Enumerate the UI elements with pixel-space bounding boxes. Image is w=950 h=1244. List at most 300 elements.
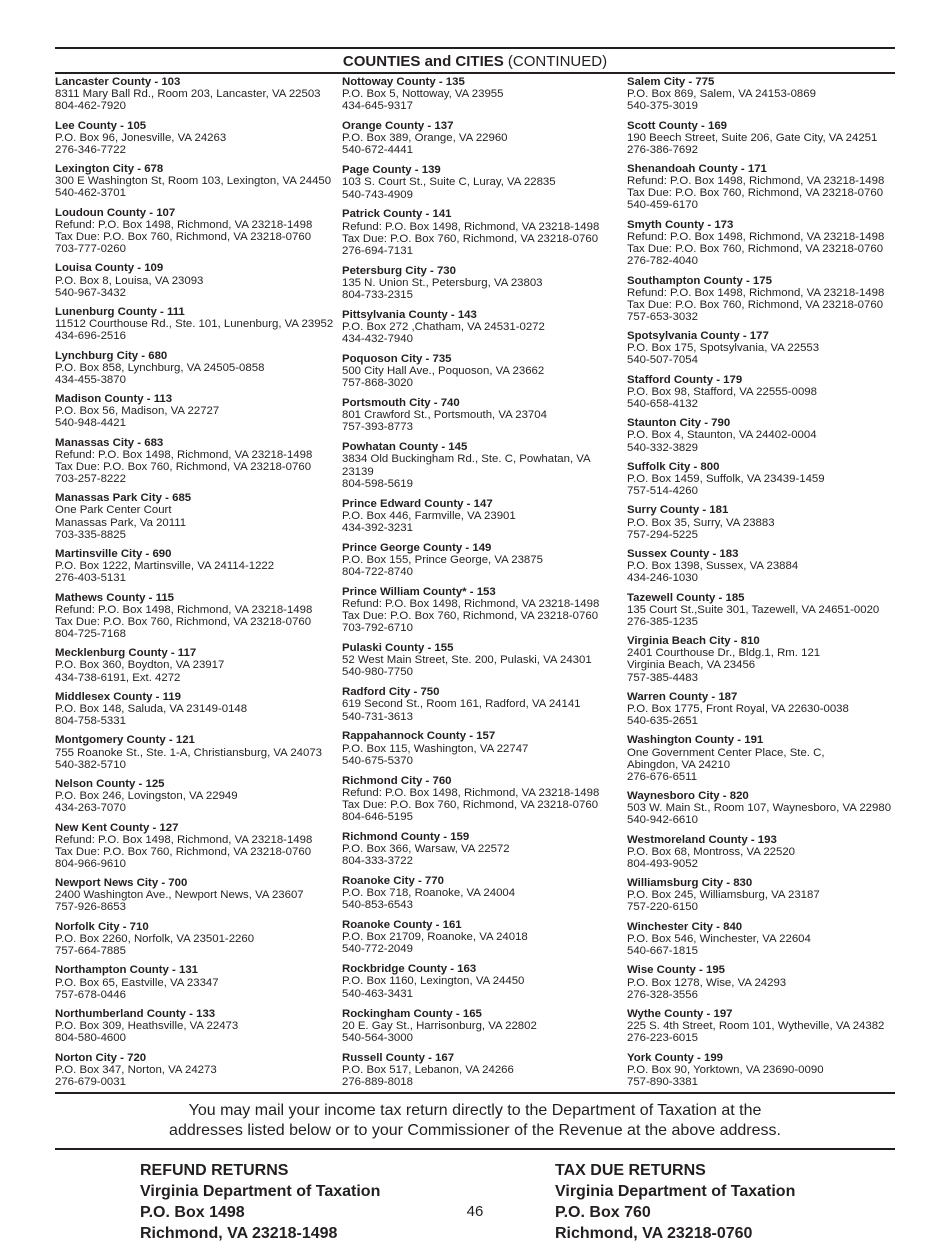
refund-box: P.O. Box 1498 <box>140 1204 245 1221</box>
locality-entry <box>55 120 337 156</box>
tax-due-returns-address <box>555 1160 795 1244</box>
address-line: Virginia Beach, VA 23456 <box>627 659 756 672</box>
page-number: 46 <box>466 1203 484 1220</box>
address-line: P.O. Box 98, Stafford, VA 22555-0098 <box>627 385 817 398</box>
address-line: P.O. Box 718, Roanoke, VA 24004 <box>342 887 516 900</box>
locality-entry <box>342 730 622 766</box>
locality-entry <box>627 275 897 323</box>
locality-entry <box>627 330 897 366</box>
locality-name: Patrick County - 141 <box>342 208 452 221</box>
locality-name: Richmond County - 159 <box>342 830 470 843</box>
locality-name: Radford City - 750 <box>342 686 440 699</box>
address-line: P.O. Box 1278, Wise, VA 24293 <box>627 976 787 989</box>
phone-number: 276-679-0031 <box>55 1075 126 1088</box>
locality-name: Salem City - 775 <box>627 76 715 88</box>
locality-name: Virginia Beach City - 810 <box>627 635 760 648</box>
locality-name: Roanoke City - 770 <box>342 875 444 888</box>
address-line: 52 West Main Street, Ste. 200, Pulaski, VA 24301 <box>342 654 592 667</box>
phone-number: 276-782-4040 <box>627 255 698 268</box>
address-line: Tax Due: P.O. Box 760, Richmond, VA 23218-0760 <box>342 610 599 623</box>
locality-entry <box>342 1052 622 1088</box>
phone-number: 540-658-4132 <box>627 397 698 410</box>
address-line: P.O. Box 366, Warsaw, VA 22572 <box>342 842 510 855</box>
locality-entry <box>627 417 897 453</box>
column-1 <box>55 76 337 1088</box>
address-line: Refund: P.O. Box 1498, Richmond, VA 23218-1498 <box>627 230 885 243</box>
locality-name: Montgomery County - 121 <box>55 734 195 747</box>
taxdue-heading: TAX DUE RETURNS <box>555 1162 706 1179</box>
locality-entry <box>342 831 622 867</box>
address-line: Tax Due: P.O. Box 760, Richmond, VA 23218-0760 <box>55 615 312 628</box>
address-line: P.O. Box 175, Spotsylvania, VA 22553 <box>627 342 820 355</box>
phone-number: 540-375-3019 <box>627 100 698 113</box>
locality-name: Suffolk City - 800 <box>627 460 720 473</box>
locality-name: Prince George County - 149 <box>342 541 492 554</box>
address-line: 135 Court St.,Suite 301, Tazewell, VA 24651-0020 <box>627 603 880 616</box>
refund-returns-address <box>140 1160 380 1244</box>
locality-name: Lee County - 105 <box>55 119 147 132</box>
address-line: 300 E Washington St, Room 103, Lexington, VA 24450 <box>55 175 332 188</box>
locality-name: Middlesex County - 119 <box>55 690 181 703</box>
locality-name: Rockingham County - 165 <box>342 1007 482 1020</box>
address-line: Tax Due: P.O. Box 760, Richmond, VA 23218-0760 <box>55 845 312 858</box>
phone-number: 757-653-3032 <box>627 310 698 323</box>
locality-entry <box>55 647 337 683</box>
phone-number: 757-926-8653 <box>55 901 126 914</box>
address-line: Refund: P.O. Box 1498, Richmond, VA 23218-1498 <box>55 218 313 231</box>
phone-number: 276-694-7131 <box>342 244 413 257</box>
address-line: P.O. Box 517, Lebanon, VA 24266 <box>342 1063 514 1076</box>
locality-entry <box>55 1052 337 1088</box>
phone-number: 276-346-7722 <box>55 143 126 156</box>
phone-number: 276-386-7692 <box>627 143 698 156</box>
page-title <box>0 53 950 71</box>
locality-name: Winchester City - 840 <box>627 920 743 933</box>
phone-number: 540-967-3432 <box>55 286 126 299</box>
phone-number: 804-966-9610 <box>55 857 126 870</box>
phone-number: 434-696-2516 <box>55 330 126 343</box>
address-line: 500 City Hall Ave., Poquoson, VA 23662 <box>342 365 545 378</box>
locality-entry <box>55 921 337 957</box>
locality-entry <box>55 163 337 199</box>
locality-entry <box>342 686 622 722</box>
phone-number: 434-738-6191, Ext. 4272 <box>55 671 181 684</box>
phone-number: 804-598-5619 <box>342 477 413 490</box>
address-line: One Park Center Court <box>55 504 172 517</box>
locality-entry <box>342 875 622 911</box>
locality-entry <box>342 441 622 489</box>
locality-entry <box>342 208 622 256</box>
locality-entry <box>55 350 337 386</box>
locality-name: Smyth County - 173 <box>627 218 734 231</box>
locality-entry <box>342 642 622 678</box>
phone-number: 804-333-3722 <box>342 855 413 868</box>
phone-number: 757-220-6150 <box>627 901 698 914</box>
locality-name: Nelson County - 125 <box>55 778 165 791</box>
locality-name: Norfolk City - 710 <box>55 920 149 933</box>
phone-number: 540-635-2651 <box>627 715 698 728</box>
locality-entry <box>627 163 897 211</box>
locality-entry <box>627 1052 897 1088</box>
locality-name: Washington County - 191 <box>627 734 764 747</box>
address-line: 755 Roanoke St., Ste. 1-A, Christiansburg, VA 24073 <box>55 746 322 759</box>
address-line: Tax Due: P.O. Box 760, Richmond, VA 23218-0760 <box>627 187 884 200</box>
address-line: 23139 <box>342 465 374 478</box>
taxdue-agency: Virginia Department of Taxation <box>555 1183 796 1200</box>
address-line: P.O. Box 1775, Front Royal, VA 22630-0038 <box>627 702 849 715</box>
header-rule <box>55 72 895 74</box>
locality-name: Prince Edward County - 147 <box>342 497 493 510</box>
address-line: P.O. Box 347, Norton, VA 24273 <box>55 1063 217 1076</box>
phone-number: 540-382-5710 <box>55 758 126 771</box>
address-line: P.O. Box 96, Jonesville, VA 24263 <box>55 131 227 144</box>
locality-entry <box>55 877 337 913</box>
locality-entry <box>55 548 337 584</box>
column-3 <box>627 76 897 1088</box>
phone-number: 276-223-6015 <box>627 1032 698 1045</box>
top-rule <box>55 47 895 49</box>
address-line: P.O. Box 546, Winchester, VA 22604 <box>627 932 811 945</box>
locality-entry <box>627 461 897 497</box>
locality-name: Louisa County - 109 <box>55 262 164 275</box>
locality-entry <box>627 877 897 913</box>
phone-number: 804-733-2315 <box>342 288 413 301</box>
locality-entry <box>55 437 337 485</box>
locality-name: Norton City - 720 <box>55 1051 147 1064</box>
locality-entry <box>55 262 337 298</box>
phone-number: 276-889-8018 <box>342 1075 413 1088</box>
locality-name: Prince William County* - 153 <box>342 585 496 598</box>
mailing-note <box>0 1101 950 1141</box>
phone-number: 703-335-8825 <box>55 528 126 541</box>
locality-entry <box>342 353 622 389</box>
address-line: P.O. Box 272 ,Chatham, VA 24531-0272 <box>342 320 545 333</box>
address-line: Tax Due: P.O. Box 760, Richmond, VA 23218-0760 <box>342 798 599 811</box>
locality-entry <box>342 397 622 433</box>
phone-number: 540-743-4909 <box>342 188 413 201</box>
locality-name: Spotsylvania County - 177 <box>627 330 769 343</box>
locality-entry <box>627 592 897 628</box>
address-line: P.O. Box 155, Prince George, VA 23875 <box>342 553 543 566</box>
phone-number: 804-646-5195 <box>342 810 413 823</box>
locality-entry <box>627 790 897 826</box>
phone-number: 757-890-3381 <box>627 1075 698 1088</box>
locality-entry <box>627 834 897 870</box>
address-line: Tax Due: P.O. Box 760, Richmond, VA 23218-0760 <box>627 243 884 256</box>
locality-name: Pulaski County - 155 <box>342 642 454 655</box>
locality-name: Waynesboro City - 820 <box>627 790 749 803</box>
phone-number: 276-403-5131 <box>55 572 126 585</box>
address-line: P.O. Box 4, Staunton, VA 24402-0004 <box>627 429 817 442</box>
locality-entry <box>342 164 622 200</box>
address-line: P.O. Box 35, Surry, VA 23883 <box>627 516 775 529</box>
address-line: Refund: P.O. Box 1498, Richmond, VA 23218-1498 <box>342 786 600 799</box>
address-line: One Government Center Place, Ste. C, <box>627 746 825 759</box>
locality-entry <box>627 504 897 540</box>
phone-number: 757-514-4260 <box>627 485 698 498</box>
locality-name: Wythe County - 197 <box>627 1008 733 1021</box>
address-line: Refund: P.O. Box 1498, Richmond, VA 23218-1498 <box>627 286 885 299</box>
address-line: P.O. Box 21709, Roanoke, VA 24018 <box>342 931 528 944</box>
address-line: P.O. Box 246, Lovingston, VA 22949 <box>55 790 238 803</box>
address-line: Refund: P.O. Box 1498, Richmond, VA 23218-1498 <box>342 598 600 610</box>
locality-name: Tazewell County - 185 <box>627 591 745 604</box>
locality-entry <box>342 542 622 578</box>
locality-entry <box>627 691 897 727</box>
locality-entry <box>342 919 622 955</box>
locality-name: Portsmouth City - 740 <box>342 397 460 410</box>
locality-entry <box>55 691 337 727</box>
address-line: 8311 Mary Ball Rd., Room 203, Lancaster, VA 22503 <box>55 88 321 101</box>
locality-name: Pittsylvania County - 143 <box>342 308 477 321</box>
address-line: Refund: P.O. Box 1498, Richmond, VA 23218-1498 <box>55 603 313 616</box>
address-line: P.O. Box 5, Nottoway, VA 23955 <box>342 88 504 101</box>
locality-name: Manassas Park City - 685 <box>55 492 192 505</box>
address-line: 503 W. Main St., Room 107, Waynesboro, VA 22980 <box>627 802 892 815</box>
phone-number: 804-758-5331 <box>55 715 126 728</box>
locality-name: Mathews County - 115 <box>55 591 174 604</box>
phone-number: 540-948-4421 <box>55 417 126 430</box>
phone-number: 804-493-9052 <box>627 857 698 870</box>
locality-entry <box>55 964 337 1000</box>
locality-name: Poquoson City - 735 <box>342 353 452 366</box>
phone-number: 276-385-1235 <box>627 615 698 628</box>
phone-number: 540-459-6170 <box>627 199 698 212</box>
phone-number: 540-462-3701 <box>55 187 126 200</box>
locality-name: Nottoway County - 135 <box>342 76 465 88</box>
column-2 <box>342 76 622 1088</box>
address-line: P.O. Box 360, Boydton, VA 23917 <box>55 659 225 672</box>
locality-entry <box>55 1008 337 1044</box>
address-line: P.O. Box 56, Madison, VA 22727 <box>55 405 220 418</box>
locality-entry <box>627 120 897 156</box>
address-line: 2400 Washington Ave., Newport News, VA 23607 <box>55 889 304 902</box>
address-line: P.O. Box 309, Heathsville, VA 22473 <box>55 1020 239 1033</box>
locality-name: Stafford County - 179 <box>627 373 743 386</box>
locality-name: Sussex County - 183 <box>627 548 739 561</box>
refund-agency: Virginia Department of Taxation <box>140 1183 381 1200</box>
locality-name: New Kent County - 127 <box>55 821 179 834</box>
locality-name: Scott County - 169 <box>627 119 727 132</box>
locality-name: Northumberland County - 133 <box>55 1008 216 1021</box>
phone-number: 434-392-3231 <box>342 521 413 534</box>
locality-name: Northampton County - 131 <box>55 964 199 977</box>
locality-entry <box>55 306 337 342</box>
taxdue-city: Richmond, VA 23218-0760 <box>555 1225 753 1242</box>
locality-name: Wise County - 195 <box>627 964 726 977</box>
locality-name: Manassas City - 683 <box>55 436 164 449</box>
address-line: P.O. Box 2260, Norfolk, VA 23501-2260 <box>55 932 255 945</box>
note-line-2: addresses listed below or to your Commissioner of the Revenue at the above address. <box>169 1122 781 1139</box>
address-line: Refund: P.O. Box 1498, Richmond, VA 23218-1498 <box>627 175 885 188</box>
locality-entry <box>627 76 897 112</box>
phone-number: 703-777-0260 <box>55 243 126 256</box>
locality-name: Southampton County - 175 <box>627 274 772 287</box>
locality-entry <box>55 822 337 870</box>
locality-name: Martinsville City - 690 <box>55 548 172 561</box>
address-line: 801 Crawford St., Portsmouth, VA 23704 <box>342 409 547 422</box>
locality-name: Surry County - 181 <box>627 504 729 517</box>
locality-name: Roanoke County - 161 <box>342 919 462 932</box>
locality-entry <box>55 207 337 255</box>
phone-number: 540-942-6610 <box>627 814 698 827</box>
address-line: 619 Second St., Room 161, Radford, VA 24141 <box>342 698 581 711</box>
phone-number: 804-725-7168 <box>55 627 126 640</box>
address-line: 190 Beech Street, Suite 206, Gate City, VA 24251 <box>627 131 878 144</box>
address-line: P.O. Box 1160, Lexington, VA 24450 <box>342 975 525 988</box>
address-line: 103 S. Court St., Suite C, Luray, VA 22835 <box>342 176 556 189</box>
address-line: Refund: P.O. Box 1498, Richmond, VA 23218-1498 <box>342 220 600 233</box>
locality-entry <box>55 734 337 770</box>
phone-number: 434-246-1030 <box>627 572 698 585</box>
locality-entry <box>55 778 337 814</box>
address-line: Refund: P.O. Box 1498, Richmond, VA 23218-1498 <box>55 833 313 846</box>
title-rest: (CONTINUED) <box>503 53 608 70</box>
locality-name: Lunenburg County - 111 <box>55 305 185 318</box>
note-line-1: You may mail your income tax return directly to the Department of Taxation at the <box>188 1102 762 1119</box>
locality-entry <box>342 265 622 301</box>
locality-name: Russell County - 167 <box>342 1051 455 1064</box>
address-line: 11512 Courthouse Rd., Ste. 101, Lunenburg, VA 23952 <box>55 318 334 331</box>
footer-rule <box>55 1148 895 1150</box>
locality-name: York County - 199 <box>627 1051 723 1064</box>
locality-entry <box>627 374 897 410</box>
phone-number: 757-294-5225 <box>627 528 698 541</box>
address-line: Manassas Park, Va 20111 <box>55 516 187 529</box>
locality-entry <box>627 219 897 267</box>
address-line: 225 S. 4th Street, Room 101, Wytheville, VA 24382 <box>627 1020 885 1033</box>
address-line: Refund: P.O. Box 1498, Richmond, VA 23218-1498 <box>55 448 313 461</box>
locality-name: Orange County - 137 <box>342 120 454 133</box>
phone-number: 540-675-5370 <box>342 754 413 767</box>
refund-heading: REFUND RETURNS <box>140 1162 289 1179</box>
address-line: 3834 Old Buckingham Rd., Ste. C, Powhatan, VA <box>342 453 591 466</box>
locality-name: Lexington City - 678 <box>55 163 164 176</box>
phone-number: 703-792-6710 <box>342 622 413 635</box>
locality-name: Mecklenburg County - 117 <box>55 647 197 660</box>
phone-number: 757-393-8773 <box>342 421 413 434</box>
locality-entry <box>342 586 622 634</box>
phone-number: 276-676-6511 <box>627 770 698 783</box>
address-line: P.O. Box 1222, Martinsville, VA 24114-1222 <box>55 560 275 573</box>
refund-city: Richmond, VA 23218-1498 <box>140 1225 338 1242</box>
locality-entry <box>627 734 897 782</box>
phone-number: 757-385-4483 <box>627 671 698 684</box>
address-line: P.O. Box 148, Saluda, VA 23149-0148 <box>55 702 248 715</box>
locality-entry <box>342 498 622 534</box>
phone-number: 540-731-3613 <box>342 710 413 723</box>
address-line: Tax Due: P.O. Box 760, Richmond, VA 23218-0760 <box>55 230 312 243</box>
locality-entry <box>342 1008 622 1044</box>
locality-name: Rappahannock County - 157 <box>342 730 496 743</box>
phone-number: 540-667-1815 <box>627 945 698 958</box>
phone-number: 540-772-2049 <box>342 943 413 956</box>
address-line: Tax Due: P.O. Box 760, Richmond, VA 23218-0760 <box>342 232 599 245</box>
locality-entry <box>342 963 622 999</box>
locality-name: Williamsburg City - 830 <box>627 877 753 890</box>
phone-number: 540-853-6543 <box>342 899 413 912</box>
phone-number: 757-678-0446 <box>55 988 126 1001</box>
locality-entry <box>627 548 897 584</box>
address-line: 135 N. Union St., Petersburg, VA 23803 <box>342 276 543 289</box>
locality-name: Richmond City - 760 <box>342 774 452 787</box>
locality-entry <box>342 120 622 156</box>
phone-number: 540-507-7054 <box>627 354 698 367</box>
phone-number: 540-463-3431 <box>342 987 413 1000</box>
locality-entry <box>55 393 337 429</box>
address-line: P.O. Box 858, Lynchburg, VA 24505-0858 <box>55 361 265 374</box>
phone-number: 540-564-3000 <box>342 1031 413 1044</box>
address-line: P.O. Box 1459, Suffolk, VA 23439-1459 <box>627 473 825 485</box>
address-line: P.O. Box 8, Louisa, VA 23093 <box>55 274 204 287</box>
address-line: P.O. Box 65, Eastville, VA 23347 <box>55 976 219 989</box>
locality-entry <box>55 76 337 112</box>
address-line: P.O. Box 90, Yorktown, VA 23690-0090 <box>627 1063 824 1076</box>
locality-entry <box>55 592 337 640</box>
address-line: P.O. Box 1398, Sussex, VA 23884 <box>627 560 799 573</box>
locality-entry <box>627 1008 897 1044</box>
locality-name: Westmoreland County - 193 <box>627 833 777 846</box>
address-line: P.O. Box 869, Salem, VA 24153-0869 <box>627 88 816 101</box>
phone-number: 804-722-8740 <box>342 565 413 578</box>
title-bold: COUNTIES and CITIES <box>342 53 504 70</box>
locality-entry <box>342 775 622 823</box>
phone-number: 540-332-3829 <box>627 441 698 454</box>
address-line: P.O. Box 245, Williamsburg, VA 23187 <box>627 889 820 902</box>
phone-number: 434-263-7070 <box>55 802 126 815</box>
locality-name: Lancaster County - 103 <box>55 76 181 88</box>
phone-number: 276-328-3556 <box>627 988 698 1001</box>
phone-number: 804-462-7920 <box>55 100 126 113</box>
locality-name: Madison County - 113 <box>55 393 173 406</box>
locality-name: Warren County - 187 <box>627 690 738 703</box>
taxdue-box: P.O. Box 760 <box>555 1204 651 1221</box>
locality-entry <box>55 492 337 540</box>
phone-number: 540-672-4441 <box>342 144 413 157</box>
phone-number: 434-432-7940 <box>342 333 413 346</box>
address-line: 2401 Courthouse Dr., Bldg.1, Rm. 121 <box>627 647 821 660</box>
locality-entry <box>342 309 622 345</box>
address-line: 20 E. Gay St., Harrisonburg, VA 22802 <box>342 1019 537 1032</box>
locality-name: Petersburg City - 730 <box>342 264 456 277</box>
address-line: P.O. Box 68, Montross, VA 22520 <box>627 845 796 858</box>
locality-entry <box>627 635 897 683</box>
locality-name: Shenandoah County - 171 <box>627 163 767 176</box>
locality-name: Powhatan County - 145 <box>342 441 468 454</box>
phone-number: 434-645-9317 <box>342 100 413 113</box>
address-line: Tax Due: P.O. Box 760, Richmond, VA 23218-0760 <box>627 298 884 311</box>
phone-number: 757-868-3020 <box>342 377 413 390</box>
locality-name: Newport News City - 700 <box>55 877 188 890</box>
phone-number: 703-257-8222 <box>55 473 126 485</box>
locality-name: Lynchburg City - 680 <box>55 349 168 362</box>
locality-entry <box>627 921 897 957</box>
address-line: P.O. Box 446, Farmville, VA 23901 <box>342 509 516 522</box>
locality-entry <box>342 76 622 112</box>
address-line: Abingdon, VA 24210 <box>627 758 731 771</box>
address-line: P.O. Box 389, Orange, VA 22960 <box>342 132 508 145</box>
phone-number: 804-580-4600 <box>55 1032 126 1045</box>
phone-number: 434-455-3870 <box>55 373 126 386</box>
phone-number: 757-664-7885 <box>55 945 126 958</box>
address-line: P.O. Box 115, Washington, VA 22747 <box>342 742 529 755</box>
phone-number: 540-980-7750 <box>342 666 413 679</box>
locality-name: Page County - 139 <box>342 164 441 177</box>
locality-name: Staunton City - 790 <box>627 417 731 430</box>
locality-entry <box>627 964 897 1000</box>
address-line: Tax Due: P.O. Box 760, Richmond, VA 23218-0760 <box>55 460 312 473</box>
section-rule <box>55 1092 895 1094</box>
